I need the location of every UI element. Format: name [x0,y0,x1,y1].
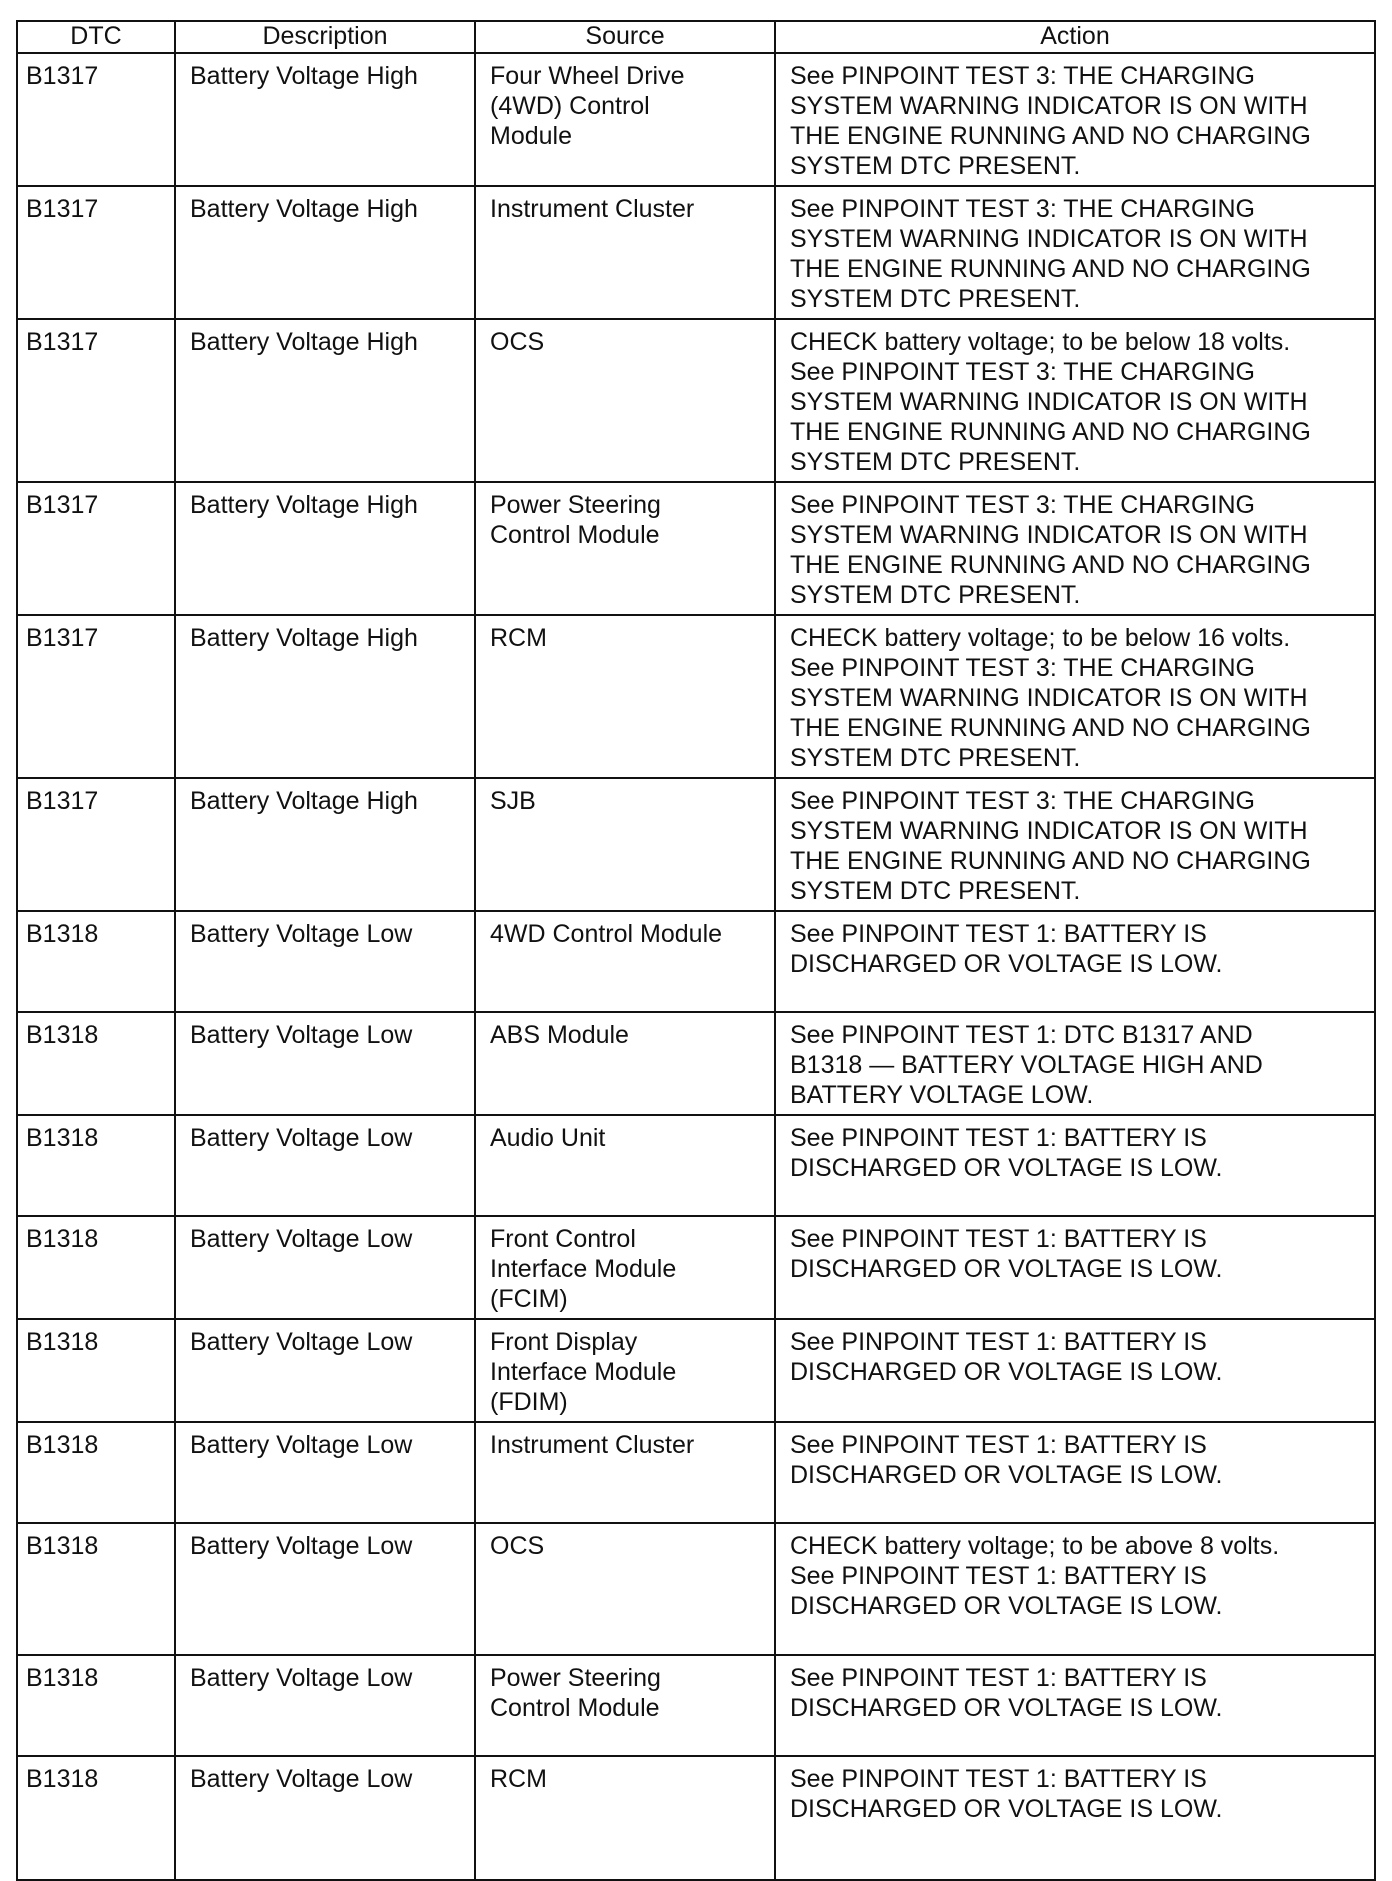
dtc-description: Battery Voltage Low [175,1655,475,1756]
dtc-source: OCS [475,1523,775,1655]
dtc-action: CHECK battery voltage; to be below 18 volts. See PINPOINT TEST 3: THE CHARGING SYSTEM WARNING INDICATOR IS ON WITH THE ENGINE RUNNING AND NO CHARGING SYSTEM DTC PRESENT. [775,319,1375,482]
table-row [17,911,1375,1012]
dtc-source: SJB [475,778,775,911]
dtc-action: See PINPOINT TEST 1: BATTERY IS DISCHARGED OR VOLTAGE IS LOW. [775,1216,1375,1319]
dtc-description: Battery Voltage Low [175,1756,475,1880]
dtc-action: See PINPOINT TEST 1: BATTERY IS DISCHARGED OR VOLTAGE IS LOW. [775,1756,1375,1880]
dtc-source: Front Display Interface Module (FDIM) [475,1319,775,1422]
header-description: Description [175,21,475,53]
dtc-code: B1318 [17,1319,175,1422]
dtc-source: Four Wheel Drive (4WD) Control Module [475,53,775,186]
dtc-code: B1318 [17,1655,175,1756]
dtc-description: Battery Voltage Low [175,1012,475,1115]
dtc-code: B1318 [17,1115,175,1216]
table-row [17,1216,1375,1319]
dtc-action: See PINPOINT TEST 1: DTC B1317 AND B1318 — BATTERY VOLTAGE HIGH AND BATTERY VOLTAGE LOW. [775,1012,1375,1115]
dtc-code: B1318 [17,1216,175,1319]
dtc-description: Battery Voltage High [175,186,475,319]
dtc-description: Battery Voltage Low [175,1115,475,1216]
table-header-row [17,21,1375,53]
dtc-description: Battery Voltage Low [175,1216,475,1319]
table-row [17,615,1375,778]
dtc-action: See PINPOINT TEST 1: BATTERY IS DISCHARGED OR VOLTAGE IS LOW. [775,1422,1375,1523]
dtc-source: Instrument Cluster [475,186,775,319]
table-row [17,53,1375,186]
dtc-code: B1317 [17,778,175,911]
dtc-action: CHECK battery voltage; to be above 8 volts. See PINPOINT TEST 1: BATTERY IS DISCHARGED OR VOLTAGE IS LOW. [775,1523,1375,1655]
dtc-code: B1318 [17,1422,175,1523]
dtc-source: RCM [475,615,775,778]
dtc-action: See PINPOINT TEST 3: THE CHARGING SYSTEM WARNING INDICATOR IS ON WITH THE ENGINE RUNNING AND NO CHARGING SYSTEM DTC PRESENT. [775,778,1375,911]
table-row [17,778,1375,911]
dtc-description: Battery Voltage Low [175,1523,475,1655]
dtc-description: Battery Voltage High [175,319,475,482]
dtc-action: See PINPOINT TEST 1: BATTERY IS DISCHARGED OR VOLTAGE IS LOW. [775,1115,1375,1216]
table-row [17,1115,1375,1216]
dtc-table [16,20,1376,1881]
dtc-source: Audio Unit [475,1115,775,1216]
dtc-source: Front Control Interface Module (FCIM) [475,1216,775,1319]
table-row [17,482,1375,615]
table-row [17,1523,1375,1655]
dtc-source: RCM [475,1756,775,1880]
dtc-code: B1318 [17,1756,175,1880]
dtc-action: See PINPOINT TEST 3: THE CHARGING SYSTEM WARNING INDICATOR IS ON WITH THE ENGINE RUNNING AND NO CHARGING SYSTEM DTC PRESENT. [775,53,1375,186]
header-source: Source [475,21,775,53]
dtc-action: See PINPOINT TEST 3: THE CHARGING SYSTEM WARNING INDICATOR IS ON WITH THE ENGINE RUNNING AND NO CHARGING SYSTEM DTC PRESENT. [775,186,1375,319]
dtc-description: Battery Voltage High [175,778,475,911]
dtc-source: Power Steering Control Module [475,1655,775,1756]
header-dtc: DTC [17,21,175,53]
dtc-description: Battery Voltage High [175,53,475,186]
dtc-source: Power Steering Control Module [475,482,775,615]
dtc-description: Battery Voltage High [175,615,475,778]
dtc-code: B1317 [17,319,175,482]
dtc-description: Battery Voltage Low [175,1422,475,1523]
table-row [17,1319,1375,1422]
table-row [17,1756,1375,1880]
dtc-source: Instrument Cluster [475,1422,775,1523]
dtc-code: B1317 [17,482,175,615]
dtc-code: B1317 [17,53,175,186]
dtc-action: CHECK battery voltage; to be below 16 volts. See PINPOINT TEST 3: THE CHARGING SYSTEM WARNING INDICATOR IS ON WITH THE ENGINE RUNNING AND NO CHARGING SYSTEM DTC PRESENT. [775,615,1375,778]
dtc-source: 4WD Control Module [475,911,775,1012]
header-action: Action [775,21,1375,53]
dtc-code: B1317 [17,615,175,778]
dtc-description: Battery Voltage Low [175,911,475,1012]
table-row [17,1422,1375,1523]
dtc-action: See PINPOINT TEST 3: THE CHARGING SYSTEM WARNING INDICATOR IS ON WITH THE ENGINE RUNNING AND NO CHARGING SYSTEM DTC PRESENT. [775,482,1375,615]
dtc-action: See PINPOINT TEST 1: BATTERY IS DISCHARGED OR VOLTAGE IS LOW. [775,1655,1375,1756]
dtc-action: See PINPOINT TEST 1: BATTERY IS DISCHARGED OR VOLTAGE IS LOW. [775,1319,1375,1422]
dtc-source: ABS Module [475,1012,775,1115]
table-row [17,1655,1375,1756]
dtc-code: B1318 [17,911,175,1012]
dtc-action: See PINPOINT TEST 1: BATTERY IS DISCHARGED OR VOLTAGE IS LOW. [775,911,1375,1012]
table-row [17,319,1375,482]
table-row [17,186,1375,319]
dtc-code: B1318 [17,1523,175,1655]
dtc-description: Battery Voltage Low [175,1319,475,1422]
dtc-description: Battery Voltage High [175,482,475,615]
dtc-source: OCS [475,319,775,482]
table-row [17,1012,1375,1115]
dtc-table-page [16,20,1374,1852]
dtc-code: B1317 [17,186,175,319]
dtc-code: B1318 [17,1012,175,1115]
